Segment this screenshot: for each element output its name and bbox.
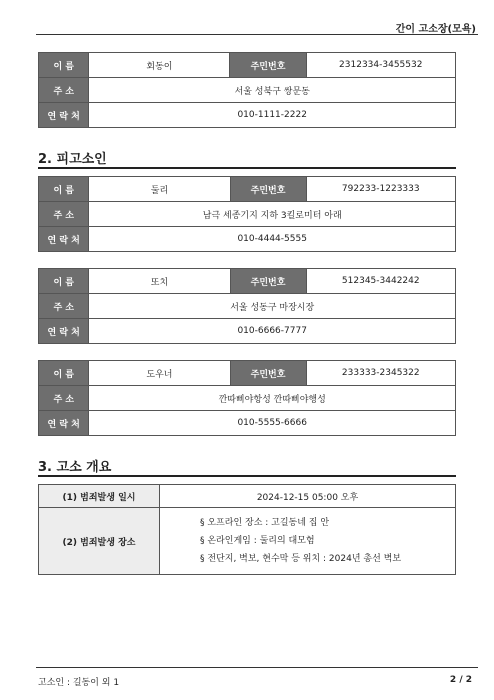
datetime-label: (1) 범죄발생 일시 xyxy=(39,485,160,508)
defendant-table-3 xyxy=(38,360,456,436)
contact-value: 010-4444-5555 xyxy=(89,227,456,252)
document-title: 간이 고소장(모욕) xyxy=(395,24,476,35)
rrn-value: 792233-1223333 xyxy=(306,177,455,202)
name-label: 이 름 xyxy=(39,269,89,294)
name-label: 이 름 xyxy=(39,53,89,78)
section-title-defendants: 2. 피고소인 xyxy=(38,152,107,167)
contact-label: 연 락 처 xyxy=(39,103,89,128)
page-number: 2 / 2 xyxy=(449,675,472,685)
table-row xyxy=(39,53,456,78)
datetime-value: 2024-12-15 05:00 오후 xyxy=(160,485,456,508)
place-list xyxy=(160,508,456,575)
address-label: 주 소 xyxy=(39,202,89,227)
address-label: 주 소 xyxy=(39,78,89,103)
table-row xyxy=(39,78,456,103)
summary-table xyxy=(38,484,456,575)
rrn-label: 주민번호 xyxy=(230,269,306,294)
table-row xyxy=(39,386,456,411)
table-row xyxy=(39,177,456,202)
list-item: § 오프라인 장소 : 고길동네 집 안 xyxy=(200,518,330,528)
list-item: § 온라인게임 : 둘리의 대모험 xyxy=(200,536,315,546)
rrn-label: 주민번호 xyxy=(230,361,306,386)
complainant-table xyxy=(38,52,456,128)
name-label: 이 름 xyxy=(39,361,89,386)
contact-value: 010-5555-6666 xyxy=(89,411,456,436)
name-value: 또치 xyxy=(89,269,230,294)
section-title-summary: 3. 고소 개요 xyxy=(38,460,112,475)
address-value: 깐따삐야항성 깐따삐야행성 xyxy=(89,386,456,411)
address-value: 서울 성동구 마장시장 xyxy=(89,294,456,319)
table-row xyxy=(39,411,456,436)
table-row xyxy=(39,202,456,227)
table-row xyxy=(39,294,456,319)
contact-label: 연 락 처 xyxy=(39,411,89,436)
section-divider xyxy=(38,475,456,477)
footer-divider xyxy=(36,667,478,668)
defendant-table-1 xyxy=(38,176,456,252)
table-row xyxy=(39,485,456,508)
table-row xyxy=(39,361,456,386)
rrn-value: 512345-3442242 xyxy=(306,269,455,294)
contact-label: 연 락 처 xyxy=(39,227,89,252)
name-value: 둘리 xyxy=(89,177,230,202)
header-divider xyxy=(36,34,478,35)
name-value: 도우너 xyxy=(89,361,230,386)
footer-complainant: 고소인 : 길동이 외 1 xyxy=(38,678,120,688)
address-label: 주 소 xyxy=(39,294,89,319)
section-divider xyxy=(38,167,456,169)
address-label: 주 소 xyxy=(39,386,89,411)
address-value: 서울 성북구 쌍문동 xyxy=(89,78,456,103)
address-value: 남극 세종기지 지하 3킬로미터 아래 xyxy=(89,202,456,227)
rrn-label: 주민번호 xyxy=(230,53,306,78)
table-row xyxy=(39,508,456,575)
table-row xyxy=(39,319,456,344)
contact-label: 연 락 처 xyxy=(39,319,89,344)
rrn-label: 주민번호 xyxy=(230,177,306,202)
rrn-value: 2312334-3455532 xyxy=(306,53,455,78)
table-row xyxy=(39,269,456,294)
table-row xyxy=(39,103,456,128)
defendant-table-2 xyxy=(38,268,456,344)
list-item: § 전단지, 벽보, 현수막 등 위치 : 2024년 총선 벽보 xyxy=(200,554,402,564)
table-row xyxy=(39,227,456,252)
name-value: 회동이 xyxy=(89,53,230,78)
contact-value: 010-6666-7777 xyxy=(89,319,456,344)
name-label: 이 름 xyxy=(39,177,89,202)
place-label: (2) 범죄발생 장소 xyxy=(39,508,160,575)
rrn-value: 233333-2345322 xyxy=(306,361,455,386)
contact-value: 010-1111-2222 xyxy=(89,103,456,128)
